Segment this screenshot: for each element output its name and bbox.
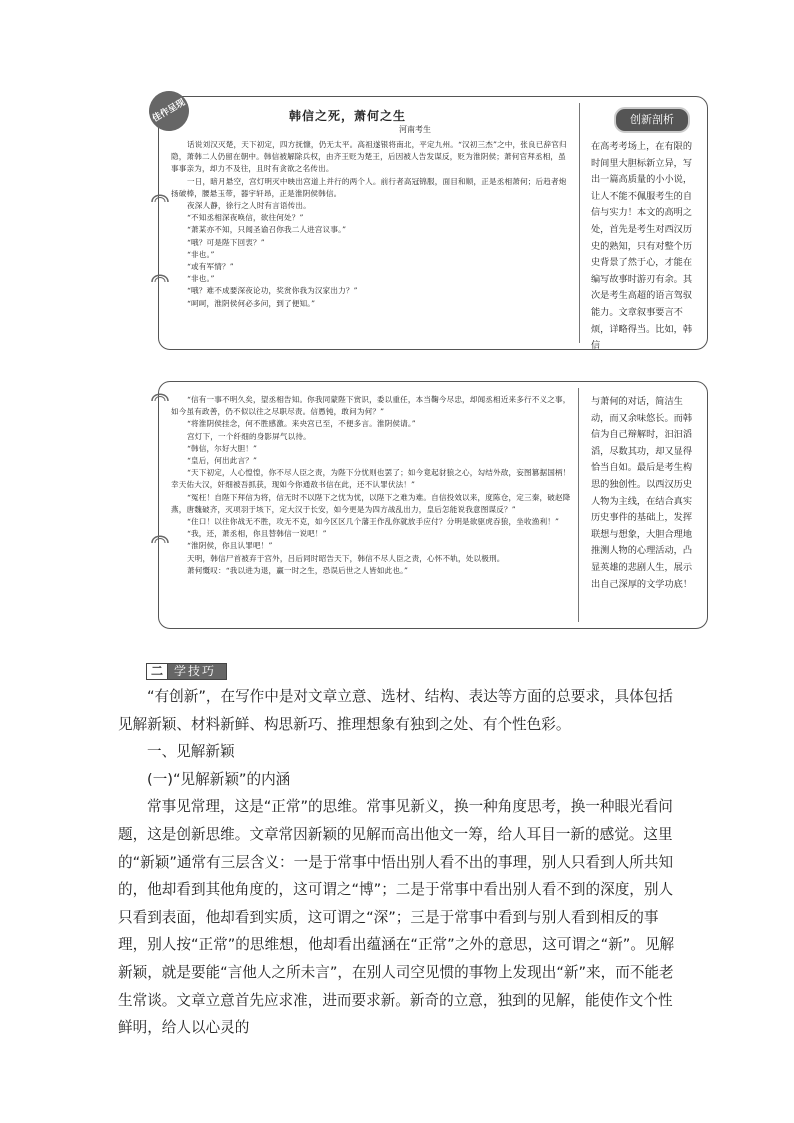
featured-essay-box-1 xyxy=(150,96,708,352)
essay-paragraph: “冤枉！自陛下拜信为将，信无时不以陛下之忧为忧，以陛下之难为难。自信投效以来，度陈仓，定三秦，破赵降燕，唐魏破齐，灭项羽于垓下，定大汉于长安，如今更是为四方战乱出力，皇后怎能说我意图谋反？” xyxy=(171,492,571,514)
analysis-tag: 创新剖析 xyxy=(614,107,690,133)
body-paragraph: 常事见常理，这是“正常”的思维。常事见新义，换一种角度思考，换一种眼光看问题，这是创新思维。文章常因新颖的见解而高出他文一筹，给人耳目一新的感觉。这里的“新颖”通常有三层含义：一是于常事中悟出别人看不出的事理，别人只看到人所共知的，他却看到其他角度的，这可谓之“博”；二是于常事中看出别人看不到的深度，别人只看到表面，他却看到实质，这可谓之“深”；三是于常事中看到与别人看到相反的事理，别人按“正常”的思维想，他却看出蕴涵在“正常”之外的意思，这可谓之“新”。见解新颖，就是要能“言他人之所未言”，在别人司空见惯的事物上发现出“新”来，而不能老生常谈。文章立意首先应求准，进而要求新。新奇的立意，独到的见解，能使作文个性鲜明，给人以心灵的 xyxy=(118,798,675,1037)
essay-paragraph: “天下初定，人心惶惶，你不尽人臣之责，为陛下分忧则也罢了；如今竟起豺狼之心，勾结外敌，妄图篡据国柄！幸天佑大汉，奸细被吾抓获，现如今你通敌书信在此，还不认罪伏法！” xyxy=(171,468,571,490)
section-label: 学技巧 xyxy=(168,663,227,680)
essay-paragraph: 一日，暗月悬空，宫灯明灭中映出宫道上并行的两个人。前行者高冠锦服，面目和顺，正是丞相萧何；后趋者炮扬破棒，腰悬玉带，器宇轩昂，正是淮阴侯韩信。 xyxy=(171,176,567,198)
binder-ring-icon xyxy=(151,532,169,544)
binder-ring-icon xyxy=(151,390,169,402)
binder-ring-icon xyxy=(151,271,169,283)
essay-paragraph: “哦？难不成要深夜论功，奖赏你我为汉家出力？” xyxy=(187,286,358,296)
essay-text xyxy=(171,394,573,577)
section-number: 二 xyxy=(146,663,168,680)
column-divider xyxy=(579,103,580,343)
essay-paragraph: 夜深人静，徐行之人时有言语传出。 xyxy=(187,201,311,211)
featured-essay-box-2 xyxy=(158,381,708,629)
essay-paragraph: “皇后，何出此言？” xyxy=(187,456,258,466)
essay-paragraph: “信有一事不明久矣，望丞相告知。你我同蒙陛下赏识，委以重任，本当鞠今尽忠，却闻丞相近来多行不义之事，如今虽有政善，仍不似以往之尽职尽责。信愚钝，敢问为何？” xyxy=(171,395,571,417)
essay-paragraph: “或有军情？” xyxy=(187,262,234,272)
essay-paragraph: 萧何慨叹：“我以进为退，赢一时之生，恐误后世之人皆如此也。” xyxy=(187,565,409,575)
section-header xyxy=(146,662,227,680)
binder-ring-icon xyxy=(151,191,169,203)
analysis-text: 与萧何的对话，简洁生动，而又余味悠长。而韩信为自己辩解时，汩汩滔滔，尽数其功，却又显得恰当自如。最后是考生构思的独创性。以西汉历史人物为主线，在结合真实历史事件的基础上，发挥联想与想象，大胆合理地推测人物的心理活动，凸显英雄的悲剧人生，展示出自己深厚的文学功底！ xyxy=(591,396,693,590)
heading-level-2: (一)“见解新颖”的内涵 xyxy=(147,770,291,788)
essay-title: 韩信之死，萧何之生 xyxy=(289,109,407,123)
essay-paragraph: “呵呵，淮阴侯何必多问，到了便知。” xyxy=(187,298,316,308)
body-text xyxy=(118,683,678,1042)
essay-paragraph: “萧某亦不知，只闻圣谕召你我二人进宫议事。” xyxy=(187,225,347,235)
intro-paragraph: “有创新”，在写作中是对文章立意、选材、结构、表达等方面的总要求，具体包括见解新颖、材料新鲜、构思新巧、推理想象有独到之处、有个性色彩。 xyxy=(118,688,673,733)
essay-paragraph: 天明，韩信尸首被弃于宫外，吕后同时昭告天下，韩信不尽人臣之责，心怀不轨，处以极刑。 xyxy=(187,553,505,563)
essay-paragraph: 宫灯下，一个纤细的身影屏气以待。 xyxy=(187,431,311,441)
featured-badge-label: 佳作呈现 xyxy=(150,97,187,124)
essay-paragraph: “不知丞相深夜唤信，欲往何处？” xyxy=(187,213,304,223)
essay-paragraph: 话说刘汉灭楚，天下初定，四方抚慷，仍无太平。高祖遂银将南北，平定九州。“汉初三杰”之中，张良已辞官归隐，萧韩二人仍留在朝中。韩信被解除兵权，由齐王贬为楚王，后因被人告发谋反，贬为淮阴侯；萧何官拜丞相，虽事事亲为，却力不及往，且时有贪欲之名传出。 xyxy=(171,140,567,174)
essay-paragraph: “哦？可是陛下回衷？” xyxy=(187,237,265,247)
essay-paragraph: “我，还，萧丞相，你且替韩信一说吧！” xyxy=(187,529,327,539)
featured-badge xyxy=(142,84,197,139)
essay-paragraph: “将淮阴侯挂念，何不胜感激。来央宫已至，不便多言。淮阴侯请。” xyxy=(187,419,416,429)
essay-paragraph: “淮阴侯，你且认罪吧！” xyxy=(187,541,273,551)
essay-paragraph: “非也。” xyxy=(187,274,215,284)
column-divider xyxy=(578,388,579,622)
essay-author: 河南考生 xyxy=(399,125,431,134)
essay-paragraph: “非也。” xyxy=(187,249,215,259)
essay-text xyxy=(171,139,573,310)
heading-level-1: 一、见解新颖 xyxy=(147,743,235,761)
essay-paragraph: “住口！以往你战无不胜，攻无不克，如今区区几个藩王作乱你就放手应付？分明是欲驱虎吞狼，坐收渔利！” xyxy=(187,517,560,527)
analysis-text: 在高考考场上，在有限的时间里大胆标新立异，写出一篇高质量的小小说，让人不能不佩服考生的自信与实力！本文的高明之处，首先是考生对西汉历史的熟知，只有对整个历史背景了然于心，才能在编写故事时游刃有余。其次是考生高超的语言驾驭能力。文章叙事要言不烦，详略得当。比如，韩信 xyxy=(591,141,693,352)
essay-paragraph: “韩信，尔好大胆！” xyxy=(187,443,258,453)
